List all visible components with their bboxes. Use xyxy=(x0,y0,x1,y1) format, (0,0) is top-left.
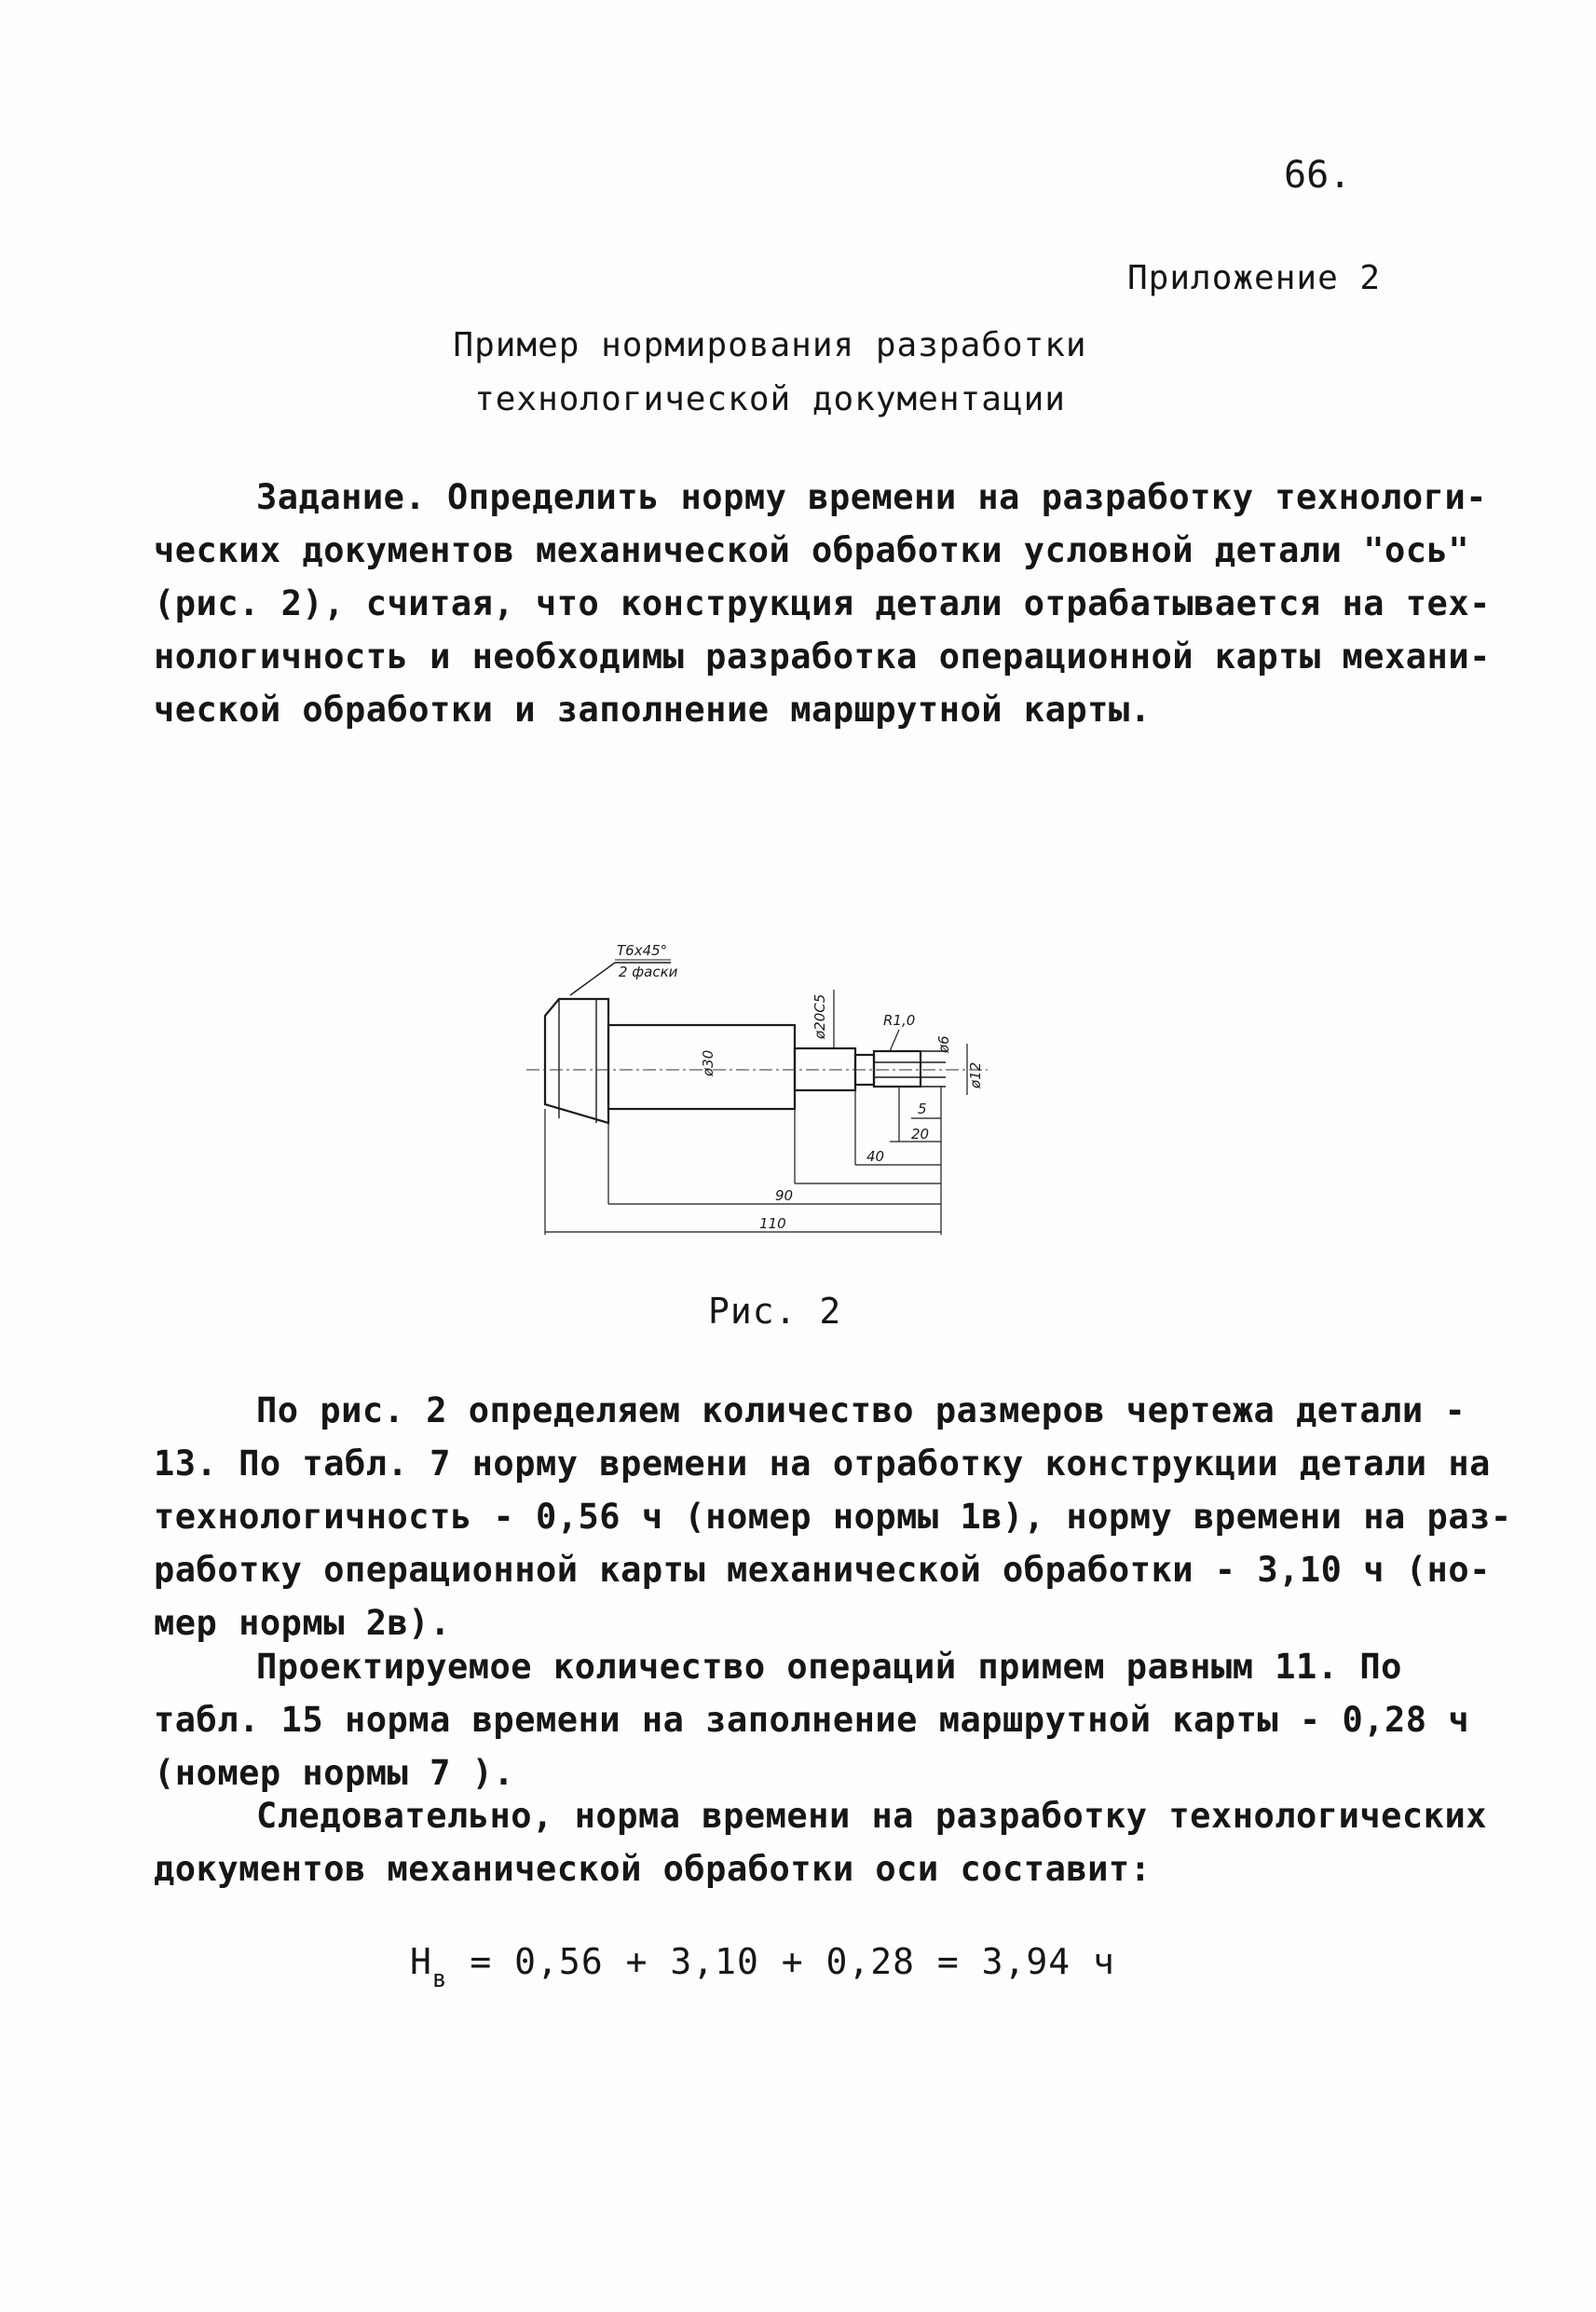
dim-radius-label: R1,0 xyxy=(883,1012,916,1029)
text-line: (номер нормы 7 ). xyxy=(154,1753,515,1793)
dim-20-label: 20 xyxy=(911,1126,930,1142)
text-line: Задание. Определить норму времени на разработку технологи- xyxy=(256,477,1488,517)
chamfer-note-top: Т6х45° xyxy=(617,942,668,959)
title-line-2: технологической документации xyxy=(474,380,1066,418)
text-line: нологичность и необходимы разработка операционной карты механи- xyxy=(154,636,1491,677)
axle-drawing xyxy=(522,932,1006,1249)
text-line: технологичность - 0,56 ч (номер нормы 1в), норму времени на раз- xyxy=(154,1497,1512,1537)
text-line: документов механической обработки оси составит: xyxy=(154,1849,1152,1889)
dim-90-label: 90 xyxy=(775,1187,794,1204)
formula-subscript: в xyxy=(431,1965,448,1993)
page-number: 66. xyxy=(1284,154,1352,197)
text-line: 13. По табл. 7 норму времени на отработку конструкции детали на xyxy=(154,1443,1491,1484)
text-line: ческих документов механической обработки условной детали "ось" xyxy=(154,530,1470,570)
result-formula xyxy=(410,1941,1115,1993)
text-line: Проектируемое количество операций примем равным 11. По xyxy=(256,1647,1402,1687)
text-line: работку операционной карты механической обработки - 3,10 ч (но- xyxy=(154,1550,1491,1590)
title-line-1: Пример нормирования разработки xyxy=(453,326,1087,364)
text-line: Следовательно, норма времени на разработку технологических xyxy=(256,1796,1488,1836)
dim-5-label: 5 xyxy=(918,1101,927,1117)
dim-radius-leader xyxy=(890,1030,899,1051)
figure-caption: Рис. 2 xyxy=(708,1291,842,1332)
formula-lhs: Н xyxy=(410,1941,432,1982)
dim-d12-label: ø12 xyxy=(967,1061,984,1088)
text-line: мер нормы 2в). xyxy=(154,1603,451,1643)
formula-rhs: = 0,56 + 3,10 + 0,28 = 3,94 ч xyxy=(447,1941,1115,1982)
dim-d6-label: ø6 xyxy=(935,1035,952,1053)
dim-d30-label: ø30 xyxy=(700,1049,716,1076)
text-line: (рис. 2), считая, что конструкция детали отрабатывается на тех- xyxy=(154,583,1491,623)
dim-40-label: 40 xyxy=(866,1148,885,1165)
dim-110-label: 110 xyxy=(759,1215,786,1232)
text-line: ческой обработки и заполнение маршрутной карты. xyxy=(154,690,1152,730)
dim-d20-label: ø20С5 xyxy=(812,993,828,1039)
text-line: По рис. 2 определяем количество размеров чертежа детали - xyxy=(256,1390,1466,1430)
chamfer-note-bottom: 2 фаски xyxy=(619,964,678,980)
text-line: табл. 15 норма времени на заполнение маршрутной карты - 0,28 ч xyxy=(154,1700,1470,1740)
appendix-label: Приложение 2 xyxy=(1127,259,1382,297)
